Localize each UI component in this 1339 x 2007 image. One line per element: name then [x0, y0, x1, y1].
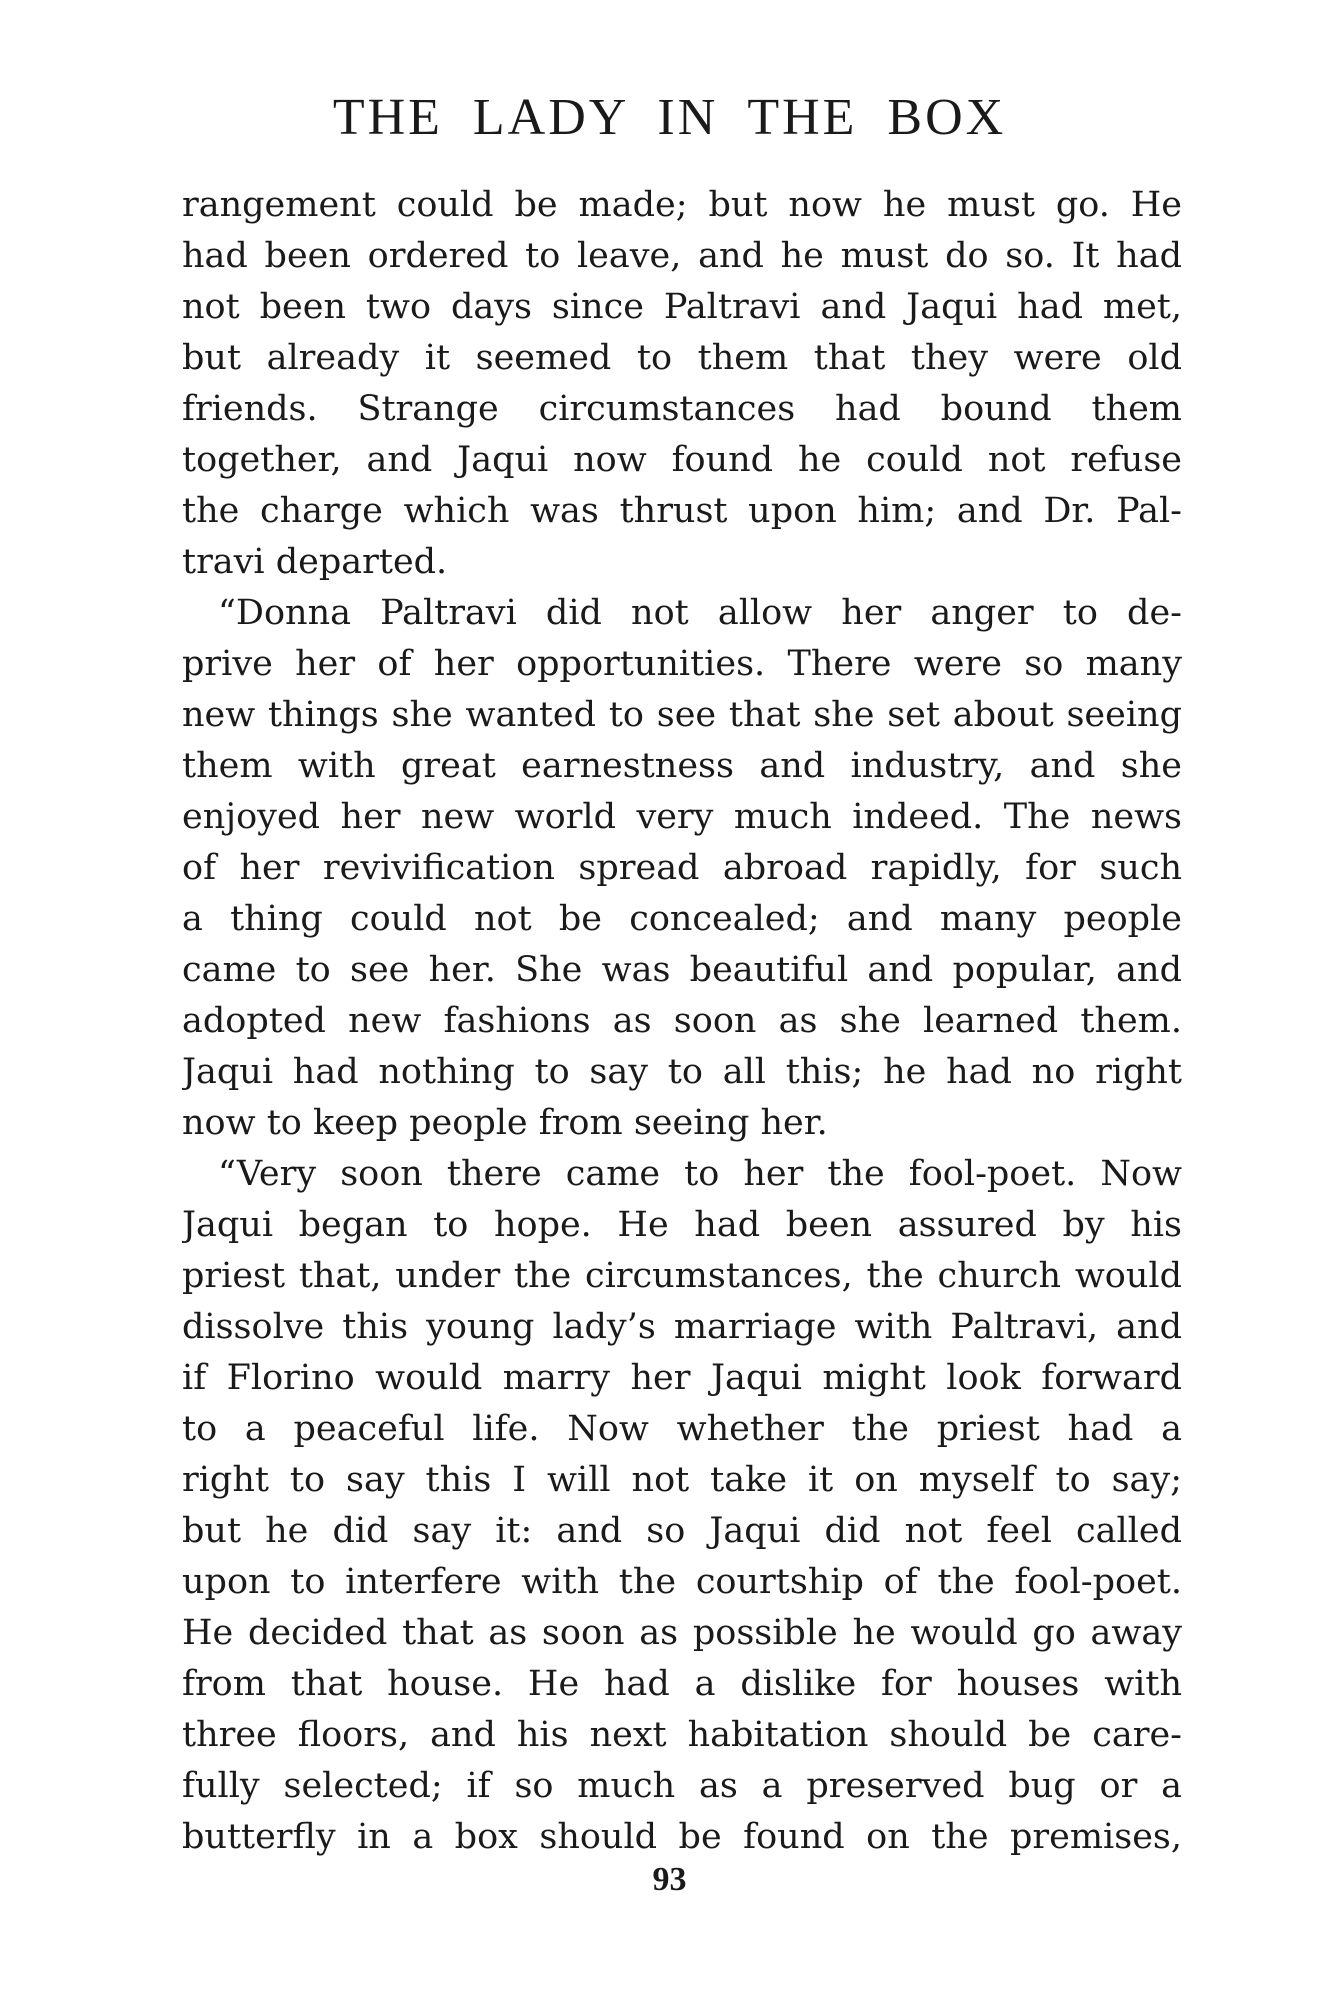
text-line: of her revivification spread abroad rapidly, for such	[182, 848, 1182, 888]
text-line: travi departed.	[182, 542, 448, 582]
text-line: but already it seemed to them that they were old	[182, 338, 1182, 378]
text-line: dissolve this young lady’s marriage with Paltravi, and	[182, 1307, 1182, 1347]
running-head: THE LADY IN THE BOX	[332, 89, 1007, 146]
text-line: them with great earnestness and industry, and she	[182, 746, 1182, 786]
text-line: came to see her. She was beautiful and popular, and	[182, 950, 1182, 990]
text-line: Jaqui had nothing to say to all this; he had no right	[182, 1052, 1182, 1092]
text-line: had been ordered to leave, and he must do so. It had	[182, 236, 1182, 276]
text-line: enjoyed her new world very much indeed. The news	[182, 797, 1182, 837]
text-line: He decided that as soon as possible he would go away	[182, 1613, 1182, 1653]
text-line: if Florino would marry her Jaqui might look forward	[182, 1358, 1182, 1398]
text-line: but he did say it: and so Jaqui did not feel called	[182, 1511, 1182, 1551]
text-line: three floors, and his next habitation should be care-	[182, 1715, 1182, 1755]
text-line: friends. Strange circumstances had bound them	[182, 389, 1182, 429]
text-line: rangement could be made; but now he must go. He	[182, 185, 1182, 225]
text-line: butterfly in a box should be found on the premises,	[182, 1817, 1182, 1857]
text-line: Jaqui began to hope. He had been assured by his	[182, 1205, 1182, 1245]
text-line: fully selected; if so much as a preserved bug or a	[182, 1766, 1182, 1806]
body-text	[182, 180, 1182, 1863]
text-line: the charge which was thrust upon him; and Dr. Pal-	[182, 491, 1182, 531]
paragraph-start: “Donna Paltravi did not allow her anger to de-	[218, 593, 1182, 633]
text-line: prive her of her opportunities. There were so many	[182, 644, 1182, 684]
text-line: not been two days since Paltravi and Jaqui had met,	[182, 287, 1182, 327]
text-line: new things she wanted to see that she set about seeing	[182, 695, 1182, 735]
page-number: 93	[652, 1861, 687, 1898]
text-line: now to keep people from seeing her.	[182, 1103, 828, 1143]
paragraph-start: “Very soon there came to her the fool-poet. Now	[218, 1154, 1182, 1194]
text-line: together, and Jaqui now found he could not refuse	[182, 440, 1182, 480]
text-line: adopted new fashions as soon as she learned them.	[182, 1001, 1182, 1041]
text-line: to a peaceful life. Now whether the priest had a	[182, 1409, 1182, 1449]
text-line: a thing could not be concealed; and many people	[182, 899, 1182, 939]
text-line: from that house. He had a dislike for houses with	[182, 1664, 1182, 1704]
text-line: upon to interfere with the courtship of the fool-poet.	[182, 1562, 1182, 1602]
text-line: right to say this I will not take it on myself to say;	[182, 1460, 1182, 1500]
text-line: priest that, under the circumstances, the church would	[182, 1256, 1182, 1296]
